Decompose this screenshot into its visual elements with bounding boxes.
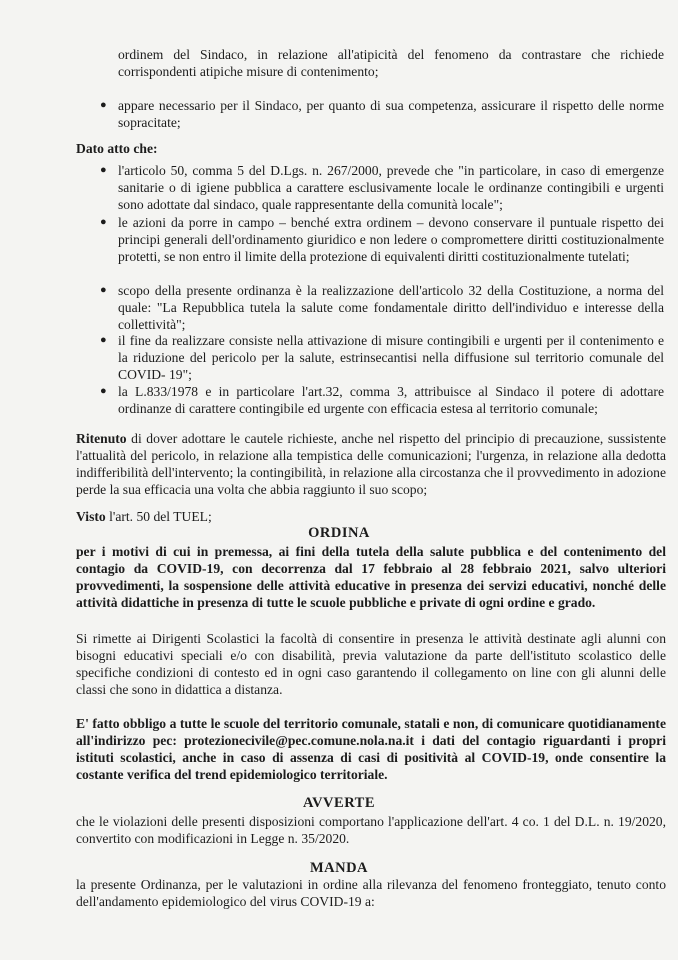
manda-heading: MANDA (309, 860, 369, 876)
avverte-text: che le violazioni delle presenti disposizioni comportano l'applicazione dell'art. 4 co. 1 del D.L. n. 19/2020, convertito con modificazioni in Legge n. 35/2020. (76, 814, 666, 846)
dato-atto-item: il fine da realizzare consiste nella attivazione di misure contingibili e urgenti per il contenimento e la riduzione del pericolo per la salute, estrinsecantisi nella diffusione sul territorio comunale del COVID- 19"; (118, 333, 664, 382)
dato-atto-label: Dato atto che: (76, 141, 158, 156)
dato-atto-item: l'articolo 50, comma 5 del D.Lgs. n. 267/2000, prevede che "in particolare, in caso di emergenze sanitarie o di igiene pubblica a carattere esclusivamente locale le ordinanze contingibili e urgenti sono adottate dal sindaco, quale rappresentante della comunità locale"; (118, 163, 664, 212)
dato-atto-item: scopo della presente ordinanza è la realizzazione dell'articolo 32 della Costituzione, a norma del quale: "La Repubblica tutela la salute come fondamentale diritto dell'individuo e interesse della collettività"; (118, 283, 664, 332)
dato-atto-item: la L.833/1978 e in particolare l'art.32, comma 3, attribuisce al Sindaco il potere di adottare ordinanze di carattere contingibile ed urgente con efficacia estesa al territorio comunale; (118, 384, 664, 416)
visto-paragraph (76, 508, 376, 525)
bullet-icon: ● (100, 385, 107, 397)
manda-text: la presente Ordinanza, per le valutazioni in ordine alla rilevanza del fenomeno fronteggiato, tenuto conto dell'andamento epidemiologico del virus COVID-19 a: (76, 877, 666, 909)
obbligo-paragraph: E' fatto obbligo a tutte le scuole del territorio comunale, statali e non, di comunicare quotidianamente all'indirizzo pec: protezionecivile@pec.comune.nola.na.it i dati del contagio riguardanti i propri istituti scolastici, anche in caso di assenza di casi di positività al COVID-19, onde consentire la costante verifica del trend epidemiologico territoriale. (76, 716, 666, 782)
avverte-heading: AVVERTE (302, 795, 376, 811)
intro-continuation: ordinem del Sindaco, in relazione all'atipicità del fenomeno da contrastare che richiede corrispondenti atipiche misure di contenimento; (118, 47, 664, 79)
bullet-icon: ● (100, 284, 107, 296)
bullet-icon: ● (100, 99, 107, 111)
ritenuto-text: di dover adottare le cautele richieste, anche nel rispetto del principio di precauzione, sussistente l'attualità del pericolo, in relazione alla tempistica delle comunicazioni; l'urgenza, in relazione alla dedotta indifferibilità dell'intervento; la contingibilità, in relazione alla circostanza che il provvedimento in adozione perde la sua efficacia una volta che abbia raggiunto il suo scopo; (76, 431, 666, 497)
intro-bullet-text: appare necessario per il Sindaco, per quanto di sua competenza, assicurare il rispetto delle norme sopracitate; (118, 98, 664, 130)
visto-text: l'art. 50 del TUEL; (105, 509, 212, 524)
bullet-icon: ● (100, 164, 107, 176)
ritenuto-label: Ritenuto (76, 431, 127, 446)
rimette-paragraph: Si rimette ai Dirigenti Scolastici la facoltà di consentire in presenza le attività destinate agli alunni con bisogni educativi speciali e/o con disabilità, previa valutazione da parte dell'istituto scolastico delle specifiche condizioni di contesto ed in ogni caso garantendo il collegamento on line con gli alunni delle classi che sono in didattica a distanza. (76, 631, 666, 697)
ordina-heading: ORDINA (308, 525, 370, 541)
bullet-icon: ● (100, 216, 107, 228)
bullet-icon: ● (100, 334, 107, 346)
ritenuto-paragraph (76, 430, 666, 498)
visto-label: Visto (76, 509, 106, 524)
dato-atto-item: le azioni da porre in campo – benché extra ordinem – devono conservare il puntuale rispetto dei principi generali dell'ordinamento giuridico e non ledere o compromettere diritti costituzionalmente protetti, se non entro il limite della protezione di equivalenti diritti costituzionalmente tutelati; (118, 215, 664, 264)
ordina-text: per i motivi di cui in premessa, ai fini della tutela della salute pubblica e del contenimento del contagio da COVID-19, con decorrenza dal 17 febbraio al 28 febbraio 2021, salvo ulteriori provvedimenti, la sospensione delle attività educative in presenza dei servizi educativi, nonché delle attività didattiche in presenza di tutte le scuole pubbliche e private di ogni ordine e grado. (76, 544, 666, 610)
